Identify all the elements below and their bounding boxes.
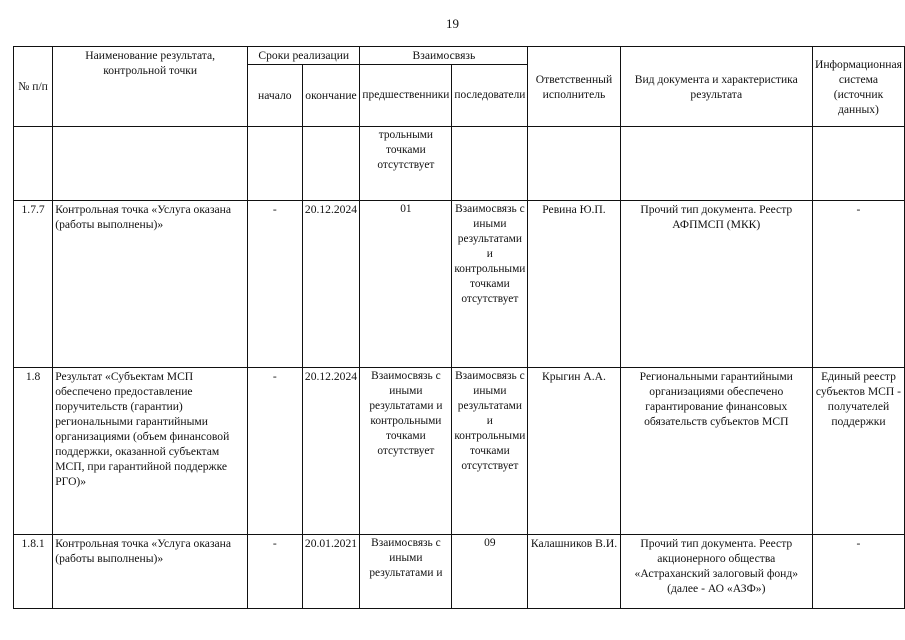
header-num: № п/п bbox=[14, 47, 53, 127]
cell-doc-type bbox=[620, 127, 812, 201]
cell-doc-type: Прочий тип документа. Реестр акционерного общества «Астраханский залоговый фонд» (далее - АО «АЗФ») bbox=[620, 535, 812, 609]
cell-predecessors: 01 bbox=[360, 201, 452, 368]
cell-successors: Взаимосвязь с иными результатами и контрольными точками отсутствует bbox=[452, 368, 528, 535]
cell-num: 1.8.1 bbox=[14, 535, 53, 609]
cell-info-system: - bbox=[812, 535, 904, 609]
cell-num: 1.7.7 bbox=[14, 201, 53, 368]
table-row bbox=[14, 535, 905, 609]
cell-end: 20.12.2024 bbox=[302, 201, 360, 368]
table-row bbox=[14, 127, 905, 201]
header-predecessors: предшественники bbox=[360, 65, 452, 127]
cell-name: Контрольная точка «Услуга оказана (работы выполнены)» bbox=[53, 201, 248, 368]
cell-doc-type: Прочий тип документа. Реестр АФПМСП (МКК) bbox=[620, 201, 812, 368]
header-start: начало bbox=[248, 65, 302, 127]
cell-name bbox=[53, 127, 248, 201]
cell-start: - bbox=[248, 201, 302, 368]
page-number: 19 bbox=[446, 16, 459, 31]
header-info-system: Информационная система (источник данных) bbox=[812, 47, 904, 127]
cell-end: 20.12.2024 bbox=[302, 368, 360, 535]
header-row-top bbox=[14, 47, 905, 65]
cell-start bbox=[248, 127, 302, 201]
cell-info-system: - bbox=[812, 201, 904, 368]
header-successors: последователи bbox=[452, 65, 528, 127]
header-responsible: Ответственный исполнитель bbox=[528, 47, 620, 127]
cell-name: Контрольная точка «Услуга оказана (работы выполнены)» bbox=[53, 535, 248, 609]
cell-predecessors: трольными точками отсутствует bbox=[360, 127, 452, 201]
cell-responsible: Крыгин А.А. bbox=[528, 368, 620, 535]
header-terms: Сроки реализации bbox=[248, 47, 360, 65]
plan-table bbox=[13, 46, 905, 609]
cell-info-system bbox=[812, 127, 904, 201]
table-row bbox=[14, 201, 905, 368]
table-row bbox=[14, 368, 905, 535]
cell-num: 1.8 bbox=[14, 368, 53, 535]
cell-responsible bbox=[528, 127, 620, 201]
cell-start: - bbox=[248, 535, 302, 609]
cell-end: 20.01.2021 bbox=[302, 535, 360, 609]
cell-start: - bbox=[248, 368, 302, 535]
cell-info-system: Единый реестр субъектов МСП - получателей поддержки bbox=[812, 368, 904, 535]
cell-num bbox=[14, 127, 53, 201]
header-end: окончание bbox=[302, 65, 360, 127]
cell-responsible: Калашников В.И. bbox=[528, 535, 620, 609]
cell-responsible: Ревина Ю.П. bbox=[528, 201, 620, 368]
cell-successors: 09 bbox=[452, 535, 528, 609]
header-relation: Взаимосвязь bbox=[360, 47, 528, 65]
header-doc-type: Вид документа и характеристика результата bbox=[620, 47, 812, 127]
cell-predecessors: Взаимосвязь с иными результатами и bbox=[360, 535, 452, 609]
cell-successors: Взаимосвязь с иными результатами и контрольными точками отсутствует bbox=[452, 201, 528, 368]
cell-successors bbox=[452, 127, 528, 201]
cell-predecessors: Взаимосвязь с иными результатами и контрольными точками отсутствует bbox=[360, 368, 452, 535]
cell-name: Результат «Субъектам МСП обеспечено предоставление поручительств (гарантии) региональными гарантийными организациями (объем финансовой поддержки, оказанной субъектам МСП, при гарантийной поддержке РГО)» bbox=[53, 368, 248, 535]
cell-doc-type: Региональными гарантийными организациями обеспечено гарантирование финансовых обязательств субъектов МСП bbox=[620, 368, 812, 535]
header-name: Наименование результата, контрольной точки bbox=[53, 47, 248, 127]
cell-end bbox=[302, 127, 360, 201]
